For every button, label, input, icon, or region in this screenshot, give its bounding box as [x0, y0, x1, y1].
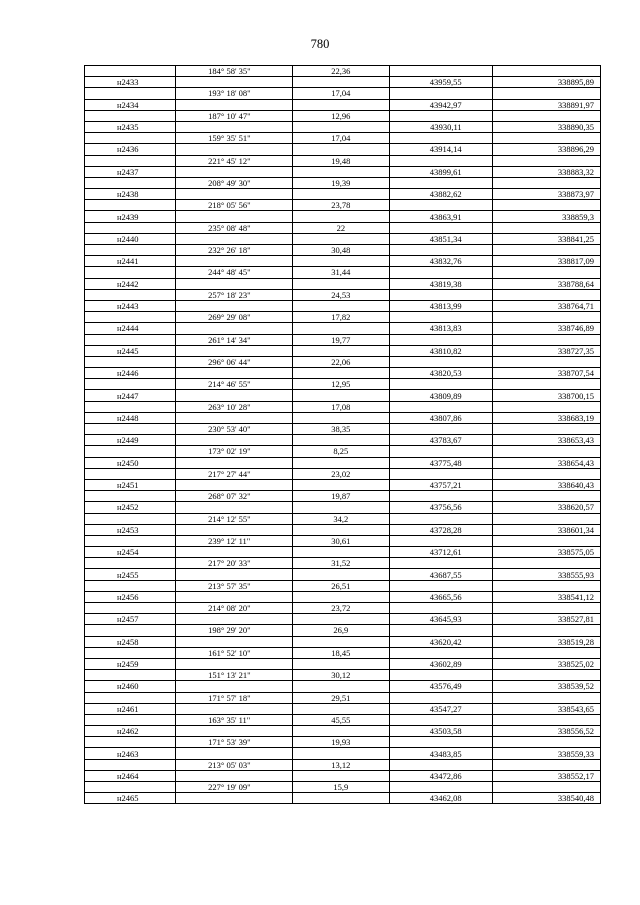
segment-row — [85, 222, 601, 233]
direction-angle-cell: 213° 57' 35" — [176, 580, 293, 591]
point-name-cell: н2461 — [85, 703, 176, 714]
point-name-cell: н2459 — [85, 658, 176, 669]
length-cell: 19,48 — [293, 155, 390, 166]
segment-row — [85, 580, 601, 591]
point-row — [85, 591, 601, 602]
x-coordinate-cell: 43851,34 — [389, 233, 492, 244]
y-coordinate-cell: 338559,33 — [492, 748, 600, 759]
y-coordinate-cell: 338519,28 — [492, 636, 600, 647]
y-coordinate-cell: 338552,17 — [492, 770, 600, 781]
segment-row — [85, 692, 601, 703]
x-coordinate-cell: 43819,38 — [389, 278, 492, 289]
direction-angle-cell: 227° 19' 09" — [176, 782, 293, 793]
segment-row — [85, 446, 601, 457]
length-cell: 19,77 — [293, 334, 390, 345]
point-row — [85, 300, 601, 311]
point-row — [85, 793, 601, 804]
direction-angle-cell: 261° 14' 34" — [176, 334, 293, 345]
point-name-cell: н2443 — [85, 300, 176, 311]
segment-row — [85, 714, 601, 725]
x-coordinate-cell: 43942,97 — [389, 99, 492, 110]
x-coordinate-cell: 43775,48 — [389, 457, 492, 468]
segment-row — [85, 647, 601, 658]
y-coordinate-cell: 338895,89 — [492, 77, 600, 88]
segment-row — [85, 88, 601, 99]
point-row — [85, 256, 601, 267]
x-coordinate-cell: 43665,56 — [389, 591, 492, 602]
x-coordinate-cell: 43820,53 — [389, 368, 492, 379]
length-cell: 38,35 — [293, 424, 390, 435]
point-name-cell: н2433 — [85, 77, 176, 88]
segment-row — [85, 356, 601, 367]
length-cell: 30,61 — [293, 535, 390, 546]
length-cell: 19,87 — [293, 491, 390, 502]
point-row — [85, 211, 601, 222]
point-name-cell: н2464 — [85, 770, 176, 781]
x-coordinate-cell: 43882,62 — [389, 189, 492, 200]
x-coordinate-cell: 43813,83 — [389, 323, 492, 334]
segment-row — [85, 289, 601, 300]
point-name-cell: н2440 — [85, 233, 176, 244]
point-name-cell: н2445 — [85, 345, 176, 356]
point-name-cell: н2450 — [85, 457, 176, 468]
x-coordinate-cell: 43807,86 — [389, 412, 492, 423]
length-cell: 22 — [293, 222, 390, 233]
length-cell: 12,96 — [293, 110, 390, 121]
point-row — [85, 547, 601, 558]
point-row — [85, 166, 601, 177]
length-cell: 19,39 — [293, 177, 390, 188]
direction-angle-cell: 269° 29' 08" — [176, 312, 293, 323]
point-name-cell: н2457 — [85, 614, 176, 625]
x-coordinate-cell: 43712,61 — [389, 547, 492, 558]
point-name-cell: н2434 — [85, 99, 176, 110]
point-row — [85, 636, 601, 647]
point-name-cell: н2453 — [85, 524, 176, 535]
length-cell: 23,78 — [293, 200, 390, 211]
point-row — [85, 77, 601, 88]
length-cell: 15,9 — [293, 782, 390, 793]
length-cell: 17,04 — [293, 88, 390, 99]
y-coordinate-cell: 338540,48 — [492, 793, 600, 804]
segment-row — [85, 468, 601, 479]
length-cell: 22,36 — [293, 66, 390, 77]
y-coordinate-cell: 338700,15 — [492, 390, 600, 401]
point-name-cell: н2456 — [85, 591, 176, 602]
segment-row — [85, 625, 601, 636]
length-cell: 8,25 — [293, 446, 390, 457]
point-row — [85, 658, 601, 669]
segment-row — [85, 379, 601, 390]
segment-row — [85, 782, 601, 793]
y-coordinate-cell: 338859,3 — [492, 211, 600, 222]
direction-angle-cell: 187° 10' 47" — [176, 110, 293, 121]
page-number: 780 — [310, 37, 330, 51]
segment-row — [85, 177, 601, 188]
point-row — [85, 502, 601, 513]
point-name-cell: н2449 — [85, 435, 176, 446]
point-row — [85, 278, 601, 289]
length-cell: 31,44 — [293, 267, 390, 278]
direction-angle-cell: 214° 08' 20" — [176, 603, 293, 614]
direction-angle-cell: 198° 29' 20" — [176, 625, 293, 636]
direction-angle-cell: 221° 45' 12" — [176, 155, 293, 166]
segment-row — [85, 491, 601, 502]
point-name-cell: н2446 — [85, 368, 176, 379]
segment-row — [85, 401, 601, 412]
segment-row — [85, 424, 601, 435]
x-coordinate-cell: 43810,82 — [389, 345, 492, 356]
point-row — [85, 121, 601, 132]
point-name-cell: н2462 — [85, 726, 176, 737]
segment-row — [85, 133, 601, 144]
y-coordinate-cell: 338817,09 — [492, 256, 600, 267]
y-coordinate-cell: 338575,05 — [492, 547, 600, 558]
direction-angle-cell: 163° 35' 11" — [176, 714, 293, 725]
point-row — [85, 189, 601, 200]
length-cell: 22,06 — [293, 356, 390, 367]
point-row — [85, 345, 601, 356]
x-coordinate-cell: 43914,14 — [389, 144, 492, 155]
point-name-cell: н2455 — [85, 569, 176, 580]
point-row — [85, 748, 601, 759]
direction-angle-cell: 218° 05' 56" — [176, 200, 293, 211]
x-coordinate-cell: 43547,27 — [389, 703, 492, 714]
segment-row — [85, 535, 601, 546]
direction-angle-cell: 208° 49' 30" — [176, 177, 293, 188]
point-row — [85, 435, 601, 446]
y-coordinate-cell: 338543,65 — [492, 703, 600, 714]
segment-row — [85, 312, 601, 323]
length-cell: 17,04 — [293, 133, 390, 144]
length-cell: 31,52 — [293, 558, 390, 569]
direction-angle-cell: 193° 18' 08" — [176, 88, 293, 99]
point-row — [85, 524, 601, 535]
point-name-cell: н2448 — [85, 412, 176, 423]
direction-angle-cell: 173° 02' 19" — [176, 446, 293, 457]
x-coordinate-cell: 43809,89 — [389, 390, 492, 401]
point-row — [85, 569, 601, 580]
length-cell: 13,12 — [293, 759, 390, 770]
y-coordinate-cell: 338788,64 — [492, 278, 600, 289]
x-coordinate-cell: 43832,76 — [389, 256, 492, 267]
point-row — [85, 681, 601, 692]
direction-angle-cell: 184° 58' 35" — [176, 66, 293, 77]
segment-row — [85, 759, 601, 770]
x-coordinate-cell: 43687,55 — [389, 569, 492, 580]
length-cell: 34,2 — [293, 513, 390, 524]
y-coordinate-cell: 338891,97 — [492, 99, 600, 110]
point-name-cell: н2458 — [85, 636, 176, 647]
x-coordinate-cell: 43602,89 — [389, 658, 492, 669]
y-coordinate-cell: 338890,35 — [492, 121, 600, 132]
x-coordinate-cell: 43863,91 — [389, 211, 492, 222]
point-name-cell: н2444 — [85, 323, 176, 334]
segment-row — [85, 66, 601, 77]
segment-row — [85, 245, 601, 256]
point-row — [85, 233, 601, 244]
y-coordinate-cell: 338601,34 — [492, 524, 600, 535]
direction-angle-cell: 171° 57' 18" — [176, 692, 293, 703]
length-cell: 17,82 — [293, 312, 390, 323]
y-coordinate-cell: 338707,54 — [492, 368, 600, 379]
point-name-cell: н2441 — [85, 256, 176, 267]
point-name-cell: н2438 — [85, 189, 176, 200]
y-coordinate-cell: 338654,43 — [492, 457, 600, 468]
length-cell: 23,02 — [293, 468, 390, 479]
x-coordinate-cell: 43462,08 — [389, 793, 492, 804]
y-coordinate-cell: 338873,97 — [492, 189, 600, 200]
direction-angle-cell: 232° 26' 18" — [176, 245, 293, 256]
x-coordinate-cell: 43503,58 — [389, 726, 492, 737]
x-coordinate-cell: 43959,55 — [389, 77, 492, 88]
x-coordinate-cell: 43757,21 — [389, 479, 492, 490]
direction-angle-cell: 263° 10' 28" — [176, 401, 293, 412]
point-name-cell: н2451 — [85, 479, 176, 490]
x-coordinate-cell: 43783,67 — [389, 435, 492, 446]
y-coordinate-cell: 338841,25 — [492, 233, 600, 244]
segment-row — [85, 267, 601, 278]
length-cell: 30,48 — [293, 245, 390, 256]
point-row — [85, 479, 601, 490]
x-coordinate-cell: 43813,99 — [389, 300, 492, 311]
point-name-cell: н2437 — [85, 166, 176, 177]
x-coordinate-cell: 43899,61 — [389, 166, 492, 177]
coordinates-table — [84, 65, 601, 804]
direction-angle-cell: 239° 12' 11" — [176, 535, 293, 546]
point-name-cell: н2452 — [85, 502, 176, 513]
direction-angle-cell: 161° 52' 10" — [176, 647, 293, 658]
x-coordinate-cell: 43756,56 — [389, 502, 492, 513]
segment-row — [85, 200, 601, 211]
direction-angle-cell: 213° 05' 03" — [176, 759, 293, 770]
x-coordinate-cell: 43483,85 — [389, 748, 492, 759]
segment-row — [85, 513, 601, 524]
y-coordinate-cell: 338556,52 — [492, 726, 600, 737]
y-coordinate-cell: 338620,57 — [492, 502, 600, 513]
x-coordinate-cell: 43620,42 — [389, 636, 492, 647]
segment-row — [85, 558, 601, 569]
y-coordinate-cell: 338527,81 — [492, 614, 600, 625]
point-name-cell: н2454 — [85, 547, 176, 558]
y-coordinate-cell: 338539,52 — [492, 681, 600, 692]
point-row — [85, 703, 601, 714]
length-cell: 26,9 — [293, 625, 390, 636]
point-name-cell: н2442 — [85, 278, 176, 289]
point-row — [85, 457, 601, 468]
point-row — [85, 412, 601, 423]
direction-angle-cell: 268° 07' 32" — [176, 491, 293, 502]
y-coordinate-cell: 338541,12 — [492, 591, 600, 602]
length-cell: 23,72 — [293, 603, 390, 614]
length-cell: 17,08 — [293, 401, 390, 412]
segment-row — [85, 670, 601, 681]
point-name-cell: н2460 — [85, 681, 176, 692]
segment-row — [85, 737, 601, 748]
length-cell: 45,55 — [293, 714, 390, 725]
point-row — [85, 99, 601, 110]
x-coordinate-cell: 43728,28 — [389, 524, 492, 535]
point-row — [85, 614, 601, 625]
length-cell: 19,93 — [293, 737, 390, 748]
direction-angle-cell: 217° 27' 44" — [176, 468, 293, 479]
length-cell: 12,95 — [293, 379, 390, 390]
point-name-cell: н2447 — [85, 390, 176, 401]
direction-angle-cell: 296° 06' 44" — [176, 356, 293, 367]
point-row — [85, 726, 601, 737]
x-coordinate-cell: 43645,93 — [389, 614, 492, 625]
y-coordinate-cell: 338746,89 — [492, 323, 600, 334]
y-coordinate-cell: 338640,43 — [492, 479, 600, 490]
point-row — [85, 368, 601, 379]
segment-row — [85, 334, 601, 345]
y-coordinate-cell: 338683,19 — [492, 412, 600, 423]
x-coordinate-cell: 43930,11 — [389, 121, 492, 132]
length-cell: 18,45 — [293, 647, 390, 658]
point-name-cell: н2439 — [85, 211, 176, 222]
y-coordinate-cell: 338896,29 — [492, 144, 600, 155]
point-row — [85, 770, 601, 781]
length-cell: 29,51 — [293, 692, 390, 703]
direction-angle-cell: 244° 48' 45" — [176, 267, 293, 278]
direction-angle-cell: 214° 46' 55" — [176, 379, 293, 390]
point-name-cell: н2463 — [85, 748, 176, 759]
point-row — [85, 144, 601, 155]
direction-angle-cell: 171° 53' 39" — [176, 737, 293, 748]
segment-row — [85, 110, 601, 121]
segment-row — [85, 155, 601, 166]
length-cell: 24,53 — [293, 289, 390, 300]
point-row — [85, 390, 601, 401]
direction-angle-cell: 257° 18' 23" — [176, 289, 293, 300]
segment-row — [85, 603, 601, 614]
point-name-cell: н2465 — [85, 793, 176, 804]
direction-angle-cell: 159° 35' 51" — [176, 133, 293, 144]
length-cell: 26,51 — [293, 580, 390, 591]
direction-angle-cell: 151° 13' 21" — [176, 670, 293, 681]
point-name-cell: н2436 — [85, 144, 176, 155]
direction-angle-cell: 214° 12' 55" — [176, 513, 293, 524]
direction-angle-cell: 235° 08' 48" — [176, 222, 293, 233]
y-coordinate-cell: 338883,32 — [492, 166, 600, 177]
direction-angle-cell: 217° 20' 33" — [176, 558, 293, 569]
point-row — [85, 323, 601, 334]
length-cell: 30,12 — [293, 670, 390, 681]
x-coordinate-cell: 43576,49 — [389, 681, 492, 692]
y-coordinate-cell: 338653,43 — [492, 435, 600, 446]
x-coordinate-cell: 43472,86 — [389, 770, 492, 781]
y-coordinate-cell: 338525,02 — [492, 658, 600, 669]
y-coordinate-cell: 338764,71 — [492, 300, 600, 311]
y-coordinate-cell: 338727,35 — [492, 345, 600, 356]
direction-angle-cell: 230° 53' 40" — [176, 424, 293, 435]
point-name-cell: н2435 — [85, 121, 176, 132]
y-coordinate-cell: 338555,93 — [492, 569, 600, 580]
